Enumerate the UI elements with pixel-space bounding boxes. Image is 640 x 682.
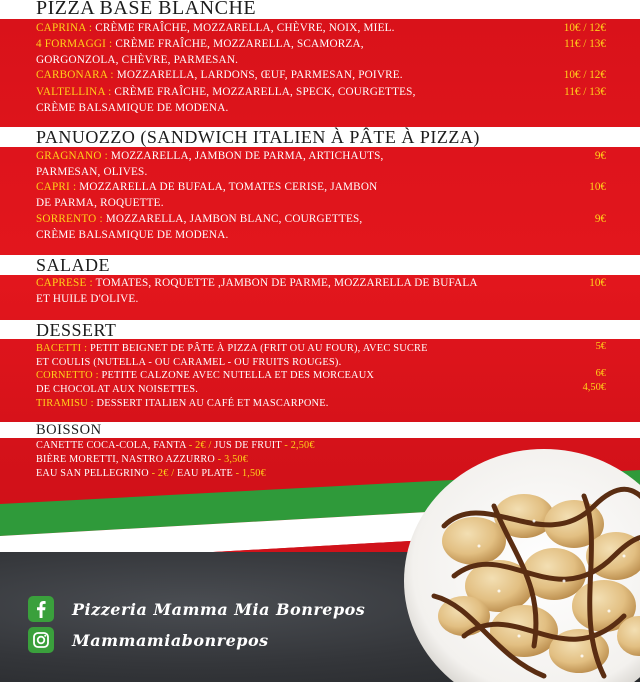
section-header-panuozzo: [0, 127, 640, 147]
facebook-label: Pizzeria Mamma Mia Bonrepos: [72, 599, 366, 619]
facebook-row[interactable]: [28, 595, 365, 623]
dessert-plate-photo: [404, 446, 640, 682]
menu-item-caprese: CAPRESE : TOMATES, ROQUETTE ,JAMBON DE PARME, MOZZARELLA DE BUFALA: [36, 277, 478, 289]
instagram-row[interactable]: [28, 626, 269, 654]
drink-line-3: EAU SAN PELLEGRINO - 2€ / EAU PLATE - 1,50€: [36, 468, 266, 479]
menu-item-capri-cont: DE PARMA, ROQUETTE.: [36, 197, 164, 209]
section-title: BOISSON: [36, 422, 102, 438]
section-title: PANUOZZO (SANDWICH ITALIEN À PÂTE À PIZZA): [36, 127, 480, 147]
facebook-icon: [28, 596, 54, 622]
menu-item-tiramisu: TIRAMISU : DESSERT ITALIEN AU CAFÉ ET MASCARPONE.: [36, 398, 329, 409]
menu-item-caprese-cont: ET HUILE D'OLIVE.: [36, 293, 139, 305]
price-caprese: 10€: [589, 277, 606, 289]
price-cornetto-2: 4,50€: [582, 382, 606, 393]
section-header-boisson: [0, 422, 640, 438]
price-valtellina: 11€ / 13€: [564, 86, 606, 98]
menu-item-sorrento-cont: CRÈME BALSAMIQUE DE MODENA.: [36, 229, 229, 241]
menu-item-gragnano-cont: PARMESAN, OLIVES.: [36, 166, 148, 178]
section-title: PIZZA BASE BLANCHE: [36, 0, 257, 19]
menu-item-sorrento: SORRENTO : MOZZARELLA, JAMBON BLANC, COURGETTES,: [36, 213, 363, 225]
section-header-pizza-blanche: [0, 0, 640, 19]
menu-item-capri: CAPRI : MOZZARELLA DE BUFALA, TOMATES CERISE, JAMBON: [36, 181, 378, 193]
menu-item-cornetto-cont: DE CHOCOLAT AUX NOISETTES.: [36, 384, 199, 395]
instagram-label: Mammamiabonrepos: [72, 630, 269, 650]
menu-item-carbonara: CARBONARA : MOZZARELLA, LARDONS, ŒUF, PARMESAN, POIVRE.: [36, 69, 403, 81]
menu-item-bacetti-cont: ET COULIS (NUTELLA - OU CARAMEL - OU FRUITS ROUGES).: [36, 357, 342, 368]
menu-item-4-formaggi-cont: GORGONZOLA, CHÈVRE, PARMESAN.: [36, 54, 239, 66]
price-gragnano: 9€: [594, 150, 606, 162]
section-title: SALADE: [36, 255, 110, 275]
menu-item-valtellina-cont: CRÈME BALSAMIQUE DE MODENA.: [36, 102, 229, 114]
price-caprina: 10€ / 12€: [563, 22, 606, 34]
instagram-icon: [28, 627, 54, 653]
price-sorrento: 9€: [594, 213, 606, 225]
section-title: DESSERT: [36, 320, 117, 340]
drink-line-1: CANETTE COCA-COLA, FANTA - 2€ / JUS DE FRUIT - 2,50€: [36, 440, 315, 451]
menu-item-bacetti: BACETTI : PETIT BEIGNET DE PÂTE À PIZZA (FRIT OU AU FOUR), AVEC SUCRE: [36, 343, 428, 354]
menu-item-caprina: CAPRINA : CRÈME FRAÎCHE, MOZZARELLA, CHÈVRE, NOIX, MIEL.: [36, 22, 395, 34]
menu-item-4-formaggi: 4 FORMAGGI : CRÈME FRAÎCHE, MOZZARELLA, SCAMORZA,: [36, 38, 364, 50]
section-header-dessert: [0, 320, 640, 339]
drink-line-2: BIÈRE MORETTI, NASTRO AZZURRO - 3,50€: [36, 454, 249, 465]
section-header-salade: [0, 255, 640, 275]
price-carbonara: 10€ / 12€: [563, 69, 606, 81]
price-cornetto: 6€: [595, 368, 606, 379]
price-bacetti: 5€: [595, 341, 606, 352]
menu-item-cornetto: CORNETTO : PETITE CALZONE AVEC NUTELLA ET DES MORCEAUX: [36, 370, 375, 381]
menu-item-valtellina: VALTELLINA : CRÈME FRAÎCHE, MOZZARELLA, SPECK, COURGETTES,: [36, 86, 416, 98]
price-4-formaggi: 11€ / 13€: [564, 38, 606, 50]
menu-item-gragnano: GRAGNANO : MOZZARELLA, JAMBON DE PARMA, ARTICHAUTS,: [36, 150, 384, 162]
price-capri: 10€: [589, 181, 606, 193]
